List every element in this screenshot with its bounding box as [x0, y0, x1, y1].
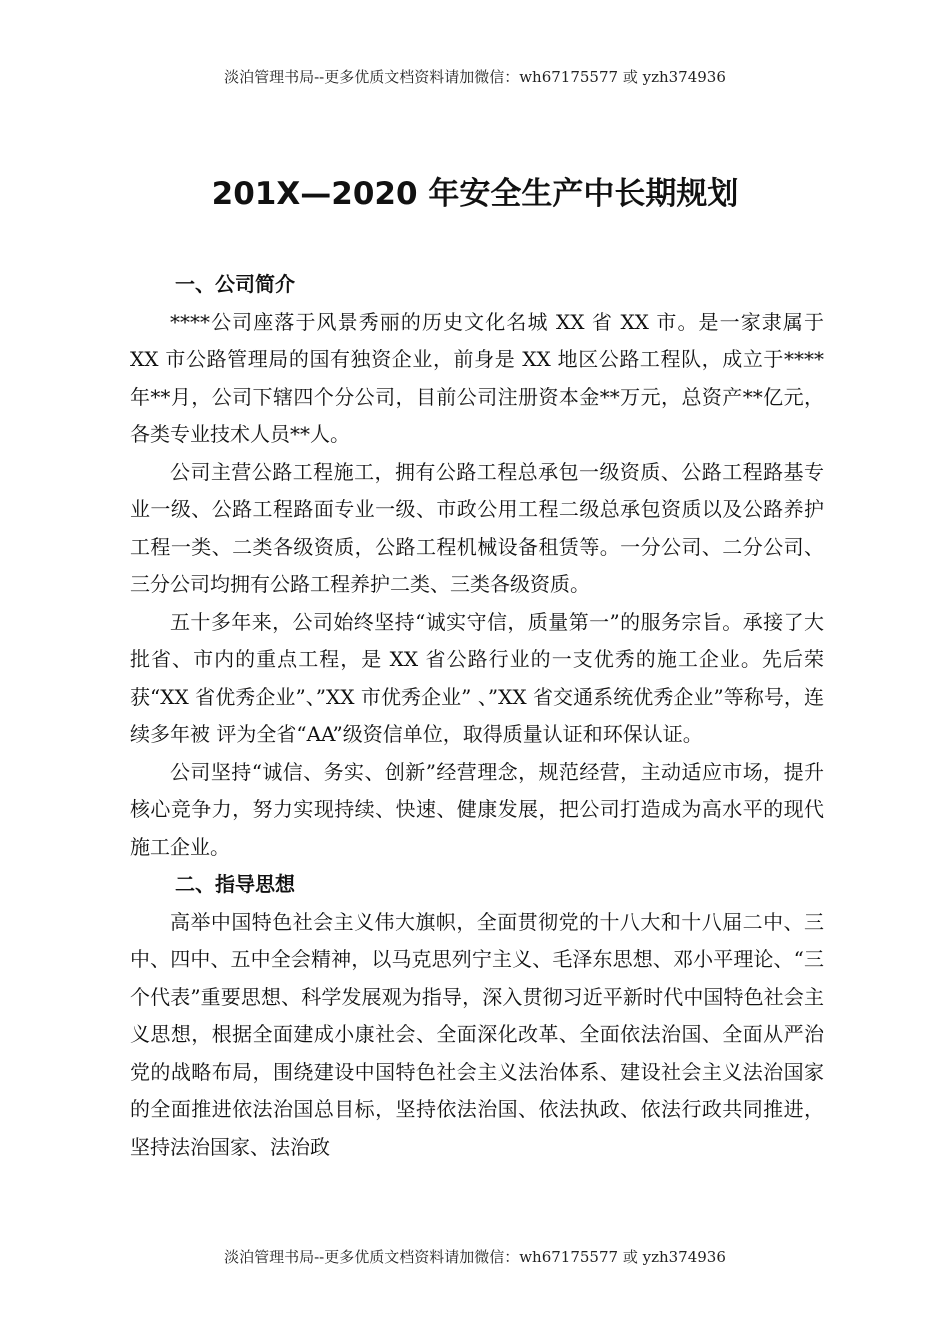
paragraph: 公司坚持“诚信、务实、创新”经营理念，规范经营，主动适应市场，提升核心竞争力，努力实现持续、快速、健康发展，把公司打造成为高水平的现代施工企业。 [130, 759, 824, 859]
page-header: 淡泊管理书局--更多优质文档资料请加微信：wh67175577 或 yzh374936 [224, 68, 726, 86]
paragraph: ****公司座落于风景秀丽的历史文化名城 XX 省 XX 市。是一家隶属于 XX 市公路管理局的国有独资企业，前身是 XX 地区公路工程队，成立于****年**月，公司下辖四个分公司，目前公司注册资本金**万元，总资产**亿元，各类专业技术人员**人。 [130, 309, 824, 446]
page-footer: 淡泊管理书局--更多优质文档资料请加微信：wh67175577 或 yzh374936 [224, 1248, 726, 1266]
document-body [130, 266, 824, 1166]
paragraph: 高举中国特色社会主义伟大旗帜，全面贯彻党的十八大和十八届二中、三中、四中、五中全会精神，以马克思列宁主义、毛泽东思想、邓小平理论、“三个代表”重要思想、科学发展观为指导，深入贯彻习近平新时代中国特色社会主义思想，根据全面建成小康社会、全面深化改革、全面依法治国、全面从严治党的战略布局，围绕建设中国特色社会主义法治体系、建设社会主义法治国家的全面推进依法治国总目标，坚持依法治国、依法执政、依法行政共同推进，坚持法治国家、法治政 [130, 909, 824, 1159]
paragraph: 五十多年来，公司始终坚持“诚实守信，质量第一”的服务宗旨。承接了大批省、市内的重点工程，是 XX 省公路行业的一支优秀的施工企业。先后荣获“XX 省优秀企业”、”XX 市优秀企业” 、”XX 省交通系统优秀企业”等称号，连续多年被 评为全省“AA”级资信单位，取得质量认证和环保认证。 [130, 609, 824, 746]
document-title: 201X—2020 年安全生产中长期规划 [211, 176, 739, 212]
section-guiding-ideology [130, 866, 824, 1166]
section-heading: 二、指导思想 [175, 872, 295, 896]
paragraph: 公司主营公路工程施工，拥有公路工程总承包一级资质、公路工程路基专业一级、公路工程路面专业一级、市政公用工程二级总承包资质以及公路养护工程一类、二类各级资质，公路工程机械设备租赁等。一分公司、二分公司、三分公司均拥有公路工程养护二类、三类各级资质。 [130, 459, 824, 596]
section-company-profile [130, 266, 824, 866]
section-heading: 一、公司简介 [175, 272, 295, 296]
